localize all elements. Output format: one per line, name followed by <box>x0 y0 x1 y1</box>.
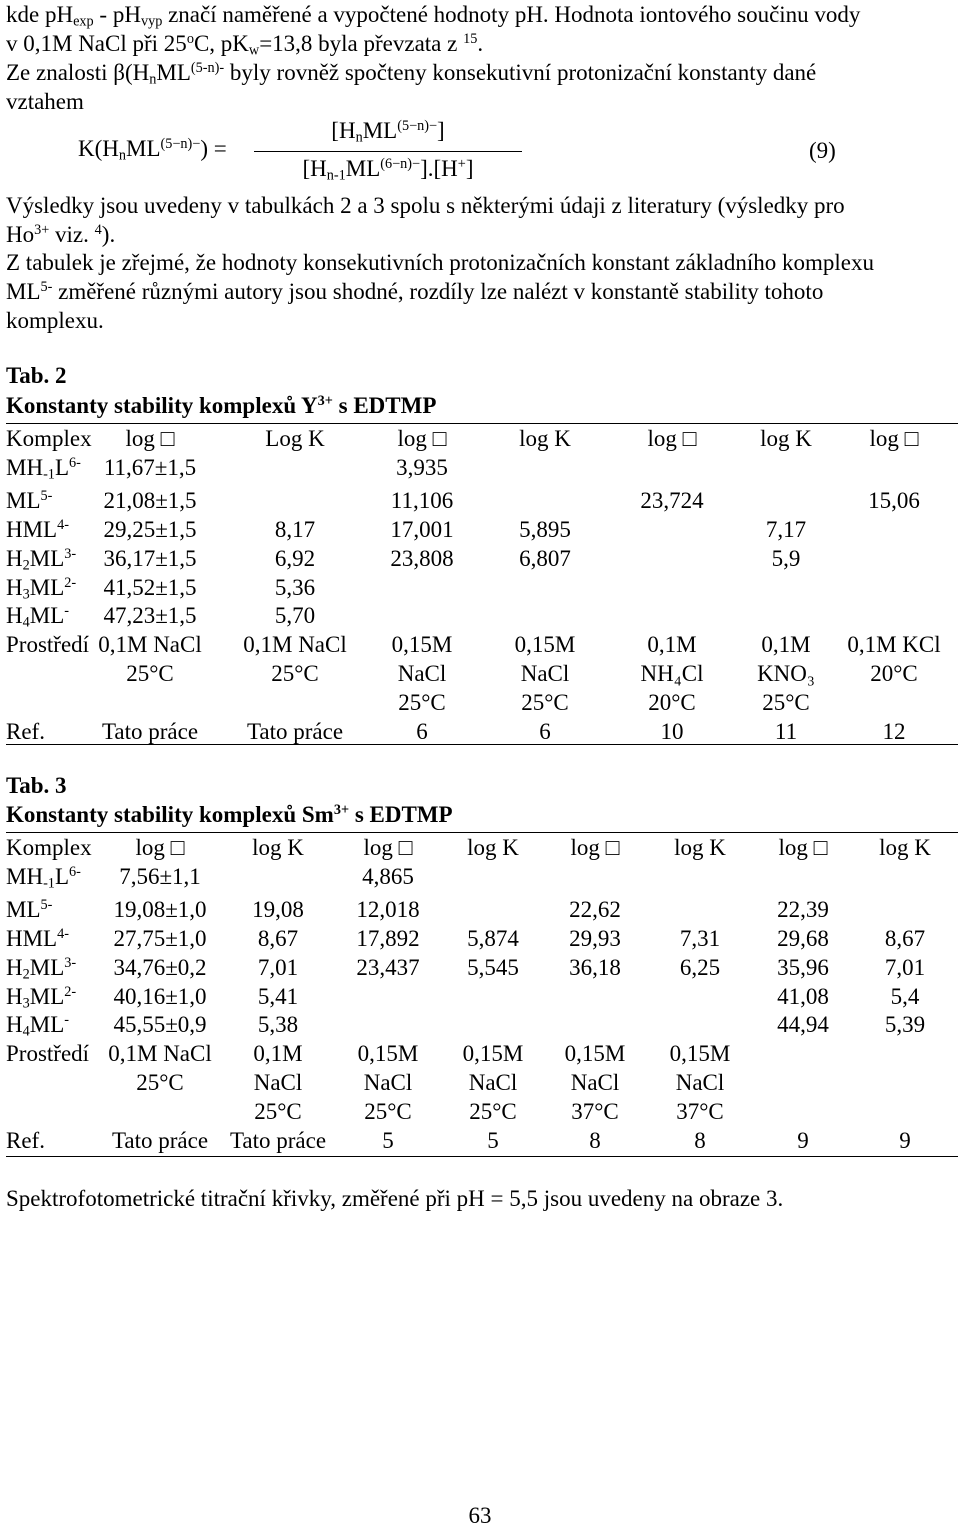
text: ] <box>465 156 474 181</box>
column-header: log □ <box>363 835 413 860</box>
table-cell: 41,52±1,5 <box>103 575 197 600</box>
charge-superscript: 5- <box>40 897 53 914</box>
column-header: log K <box>879 835 931 860</box>
medium-cell: NaCl <box>397 661 447 686</box>
medium-cell: NaCl <box>468 1070 518 1095</box>
results-line-1: Výsledky jsou uvedeny v tabulkách 2 a 3 spolu s některými údaji z literatury (výsledky pro <box>6 193 845 218</box>
table-2-bottom-rule <box>6 744 958 745</box>
text: s EDTMP <box>349 802 453 827</box>
equation-lhs <box>78 136 227 162</box>
charge-superscript: 3- <box>64 955 77 972</box>
text: v 0,1M NaCl při 25 <box>6 31 187 56</box>
column-header: log □ <box>778 835 828 860</box>
text: - pH <box>93 2 141 27</box>
formula-base: ML <box>6 488 41 513</box>
table-cell: 8,67 <box>257 926 299 951</box>
superscript: (5−n)− <box>397 118 438 135</box>
table-cell: 44,94 <box>777 1012 829 1037</box>
table-cell: 23,808 <box>390 546 454 571</box>
subscript: w <box>248 42 260 59</box>
text: Konstanty stability komplexů Sm <box>6 802 334 827</box>
table-cell: 47,23±1,5 <box>103 603 197 628</box>
table-cell: 17,892 <box>356 926 420 951</box>
table-cell: 7,01 <box>884 955 926 980</box>
column-header: log □ <box>135 835 185 860</box>
subscript: 2 <box>22 557 30 574</box>
medium-cell: 37°C <box>676 1099 724 1124</box>
formula-part: ML <box>29 603 65 628</box>
ref-cell: 8 <box>694 1128 706 1153</box>
subscript: 4 <box>22 1023 30 1040</box>
table-3-title <box>6 802 453 828</box>
table-cell: 45,55±0,9 <box>113 1012 207 1037</box>
table-cell: 19,08 <box>252 897 304 922</box>
charge-superscript: 5- <box>40 488 53 505</box>
charge-superscript: 2- <box>64 575 77 592</box>
superscript: o <box>186 31 194 48</box>
table-cell: 35,96 <box>777 955 829 980</box>
medium-cell: 0,15M <box>357 1041 419 1066</box>
text: ML <box>6 279 41 304</box>
table-cell: 5,4 <box>890 984 920 1009</box>
superscript: (5−n)− <box>160 136 201 153</box>
column-header: log □ <box>397 426 447 451</box>
table-2-title <box>6 393 436 419</box>
medium-cell: NH₄Cl <box>640 661 704 686</box>
text: ] <box>437 118 445 143</box>
medium-cell: 25°C <box>126 661 174 686</box>
ref-cell: Tato práce <box>111 1128 209 1153</box>
intro-line-4: vztahem <box>6 89 84 114</box>
charge-superscript: 4- <box>57 517 69 534</box>
medium-cell: NaCl <box>520 661 570 686</box>
formula-part: L <box>54 864 69 889</box>
formula-part: ML <box>29 955 65 980</box>
table-cell: 23,724 <box>640 488 704 513</box>
ref-cell: 5 <box>487 1128 499 1153</box>
superscript: (5-n)- <box>190 60 225 77</box>
medium-cell: NaCl <box>253 1070 303 1095</box>
medium-cell: 20°C <box>648 690 696 715</box>
equation-number: (9) <box>809 138 836 163</box>
table-cell: 23,437 <box>356 955 420 980</box>
medium-cell: 25°C <box>271 661 319 686</box>
table-cell: 5,9 <box>771 546 801 571</box>
medium-label: Prostředí <box>6 1041 90 1066</box>
column-header: log K <box>252 835 304 860</box>
subscript: 4 <box>22 614 30 631</box>
charge-superscript: 3- <box>64 546 77 563</box>
formula-base: ML <box>6 897 41 922</box>
table-cell: 7,56±1,1 <box>119 864 201 889</box>
table-cell: 7,31 <box>679 926 721 951</box>
citation-ref: 4 <box>94 222 102 239</box>
table-cell: 5,895 <box>519 517 571 542</box>
table-cell: 40,16±1,0 <box>113 984 207 1009</box>
table-cell: 6,25 <box>679 955 721 980</box>
medium-cell: 0,15M <box>669 1041 731 1066</box>
formula-base: H <box>6 1012 23 1037</box>
charge-superscript: 4- <box>57 926 69 943</box>
ref-cell: Tato práce <box>101 719 199 744</box>
table-cell: 5,70 <box>274 603 316 628</box>
medium-cell: NaCl <box>363 1070 413 1095</box>
table-cell: 29,25±1,5 <box>103 517 197 542</box>
medium-cell: KNO₃ <box>757 661 815 686</box>
page-number: 63 <box>468 1503 492 1528</box>
text: ML <box>345 156 381 181</box>
formula-base: MH <box>6 455 44 480</box>
medium-cell: NaCl <box>675 1070 725 1095</box>
medium-cell: 20°C <box>870 661 918 686</box>
subscript: 3 <box>22 995 30 1012</box>
subscript: n <box>149 71 157 88</box>
ref-cell: 6 <box>416 719 428 744</box>
column-header: log □ <box>869 426 919 451</box>
conclusion-paragraph <box>6 248 950 335</box>
column-header: log K <box>760 426 812 451</box>
table-cell: 29,93 <box>569 926 621 951</box>
table-cell: 41,08 <box>777 984 829 1009</box>
table-cell: 5,36 <box>274 575 316 600</box>
subscript: -1 <box>43 466 55 483</box>
ref-cell: 6 <box>539 719 551 744</box>
table-cell: 3,935 <box>396 455 448 480</box>
formula-part: ML <box>29 1012 65 1037</box>
table-cell: 27,75±1,0 <box>113 926 207 951</box>
formula-base: H <box>6 984 23 1009</box>
table-cell: 11,106 <box>390 488 454 513</box>
formula-base: MH <box>6 864 44 889</box>
formula-part: ML <box>29 984 65 1009</box>
medium-label: Prostředí <box>6 632 90 657</box>
subscript: 3 <box>22 586 30 603</box>
table-3-label: Tab. 3 <box>6 773 67 798</box>
charge-superscript: 6- <box>69 455 81 472</box>
medium-cell: 0,15M <box>462 1041 524 1066</box>
charge-superscript: 2- <box>64 984 77 1001</box>
formula-base: H <box>6 603 23 628</box>
formula-base: H <box>6 575 23 600</box>
intro-line-3 <box>6 58 950 87</box>
intro-line-2 <box>6 29 950 58</box>
column-header: Komplex <box>6 426 92 451</box>
medium-cell: 25°C <box>364 1099 412 1124</box>
text: byly rovněž spočteny konsekutivní protonizační konstanty dané <box>224 60 817 85</box>
fraction-bar <box>254 151 522 152</box>
table-cell: 7,01 <box>257 955 299 980</box>
ref-cell: 11 <box>774 719 798 744</box>
medium-cell: 25°C <box>136 1070 184 1095</box>
table-cell: 12,018 <box>356 897 420 922</box>
medium-cell: 0,1M <box>647 632 697 657</box>
text: Ho <box>6 222 35 247</box>
column-header: log □ <box>570 835 620 860</box>
text: Ze znalosti β(H <box>6 60 150 85</box>
table-cell: 15,06 <box>868 488 920 513</box>
intro-line-1 <box>6 0 950 29</box>
formula-base: H <box>6 546 23 571</box>
spectro-paragraph <box>6 1184 950 1213</box>
conclusion-line-1: Z tabulek je zřejmé, že hodnoty konsekutivních protonizačních konstant základního komplexu <box>6 250 875 275</box>
citation-ref: 15 <box>463 31 478 48</box>
charge-superscript: - <box>64 1012 69 1029</box>
medium-cell: 25°C <box>521 690 569 715</box>
table-cell: 22,62 <box>569 897 621 922</box>
ref-cell: Tato práce <box>229 1128 327 1153</box>
subscript: vyp <box>140 13 163 30</box>
ref-cell: 12 <box>882 719 906 744</box>
formula-part: ML <box>29 575 65 600</box>
formula-base: HML <box>6 926 58 951</box>
formula-base: H <box>6 955 23 980</box>
text: viz. <box>49 222 95 247</box>
table-2-label: Tab. 2 <box>6 363 67 388</box>
text: značí naměřené a vypočtené hodnoty pH. Hodnota iontového součinu vody <box>162 2 861 27</box>
text: [H <box>331 118 356 143</box>
table-cell: 22,39 <box>777 897 829 922</box>
ref-cell: 5 <box>382 1128 394 1153</box>
charge-superscript: - <box>64 603 69 620</box>
table-cell: 8,67 <box>884 926 926 951</box>
medium-cell: NaCl <box>570 1070 620 1095</box>
column-header: log □ <box>647 426 697 451</box>
medium-cell: 0,15M <box>564 1041 626 1066</box>
medium-cell: 25°C <box>398 690 446 715</box>
formula-base: HML <box>6 517 58 542</box>
results-paragraph <box>6 191 950 249</box>
fraction-denominator <box>254 156 522 182</box>
superscript: 3+ <box>333 802 350 819</box>
text: změřené různými autory jsou shodné, rozdíly lze nalézt v konstantě stability tohoto <box>52 279 824 304</box>
formula-part: ML <box>29 546 65 571</box>
text: [H <box>302 156 327 181</box>
subscript: n <box>355 129 363 146</box>
text: ). <box>101 222 116 247</box>
medium-cell: 0,1M <box>761 632 811 657</box>
medium-cell: 0,1M NaCl <box>243 632 347 657</box>
ref-label: Ref. <box>6 719 45 744</box>
text: s EDTMP <box>332 393 437 418</box>
equation-9 <box>78 118 958 190</box>
medium-cell: 25°C <box>469 1099 517 1124</box>
medium-cell: 0,1M NaCl <box>98 632 202 657</box>
medium-cell: 0,1M NaCl <box>108 1041 212 1066</box>
charge-superscript: 6- <box>69 864 81 881</box>
table-cell: 6,92 <box>274 546 316 571</box>
superscript: 3+ <box>34 222 50 239</box>
column-header: log K <box>467 835 519 860</box>
ref-label: Ref. <box>6 1128 45 1153</box>
text: . <box>477 31 484 56</box>
medium-cell: 0,1M KCl <box>847 632 941 657</box>
superscript: 3+ <box>317 393 333 410</box>
table-cell: 5,874 <box>467 926 519 951</box>
conclusion-line-2 <box>6 277 950 306</box>
table-cell: 11,67±1,5 <box>103 455 197 480</box>
table-cell: 6,807 <box>519 546 571 571</box>
table-3-bottom-rule <box>6 1156 958 1157</box>
text: C, pK <box>193 31 249 56</box>
table-cell: 5,41 <box>257 984 299 1009</box>
medium-cell: 0,15M <box>514 632 576 657</box>
text: ML <box>126 136 161 161</box>
superscript: + <box>457 156 466 173</box>
text: Konstanty stability komplexů Y <box>6 393 318 418</box>
table-cell: 34,76±0,2 <box>113 955 207 980</box>
text: =13,8 byla převzata z <box>259 31 464 56</box>
text: K(H <box>78 136 119 161</box>
table-cell: 5,38 <box>257 1012 299 1037</box>
column-header: Log K <box>265 426 325 451</box>
table-cell: 21,08±1,5 <box>103 488 197 513</box>
conclusion-line-3: komplexu. <box>6 308 104 333</box>
subscript: n-1 <box>326 167 346 184</box>
superscript: 5- <box>40 279 53 296</box>
ref-cell: 9 <box>899 1128 911 1153</box>
table-cell: 7,17 <box>765 517 807 542</box>
subscript: n <box>118 147 127 164</box>
medium-cell: 25°C <box>254 1099 302 1124</box>
ref-cell: Tato práce <box>246 719 344 744</box>
text: ].[H <box>420 156 458 181</box>
table-cell: 4,865 <box>362 864 414 889</box>
column-header: log K <box>519 426 571 451</box>
superscript: (6−n)− <box>380 156 421 173</box>
text: ) = <box>200 136 227 161</box>
formula-part: L <box>54 455 69 480</box>
fraction-numerator <box>254 118 522 144</box>
table-cell: 19,08±1,0 <box>113 897 207 922</box>
text: kde pH <box>6 2 74 27</box>
column-header: Komplex <box>6 835 92 860</box>
table-cell: 17,001 <box>390 517 454 542</box>
subscript: 2 <box>22 966 30 983</box>
table-cell: 5,545 <box>467 955 519 980</box>
results-line-2 <box>6 220 950 249</box>
subscript: -1 <box>43 875 55 892</box>
subscript: exp <box>73 13 94 30</box>
table-cell: 36,18 <box>569 955 621 980</box>
ref-cell: 10 <box>660 719 684 744</box>
intro-paragraph <box>6 0 950 116</box>
table-cell: 29,68 <box>777 926 829 951</box>
table-cell: 8,17 <box>274 517 316 542</box>
column-header: log □ <box>125 426 175 451</box>
medium-cell: 0,1M <box>253 1041 303 1066</box>
ref-cell: 8 <box>589 1128 601 1153</box>
table-cell: 5,39 <box>884 1012 926 1037</box>
table-cell: 36,17±1,5 <box>103 546 197 571</box>
text: ML <box>156 60 191 85</box>
text: ML <box>362 118 398 143</box>
spectro-line: Spektrofotometrické titrační křivky, změřené při pH = 5,5 jsou uvedeny na obraze 3. <box>6 1186 784 1211</box>
medium-cell: 25°C <box>762 690 810 715</box>
medium-cell: 0,15M <box>391 632 453 657</box>
medium-cell: 37°C <box>571 1099 619 1124</box>
ref-cell: 9 <box>797 1128 809 1153</box>
column-header: log K <box>674 835 726 860</box>
